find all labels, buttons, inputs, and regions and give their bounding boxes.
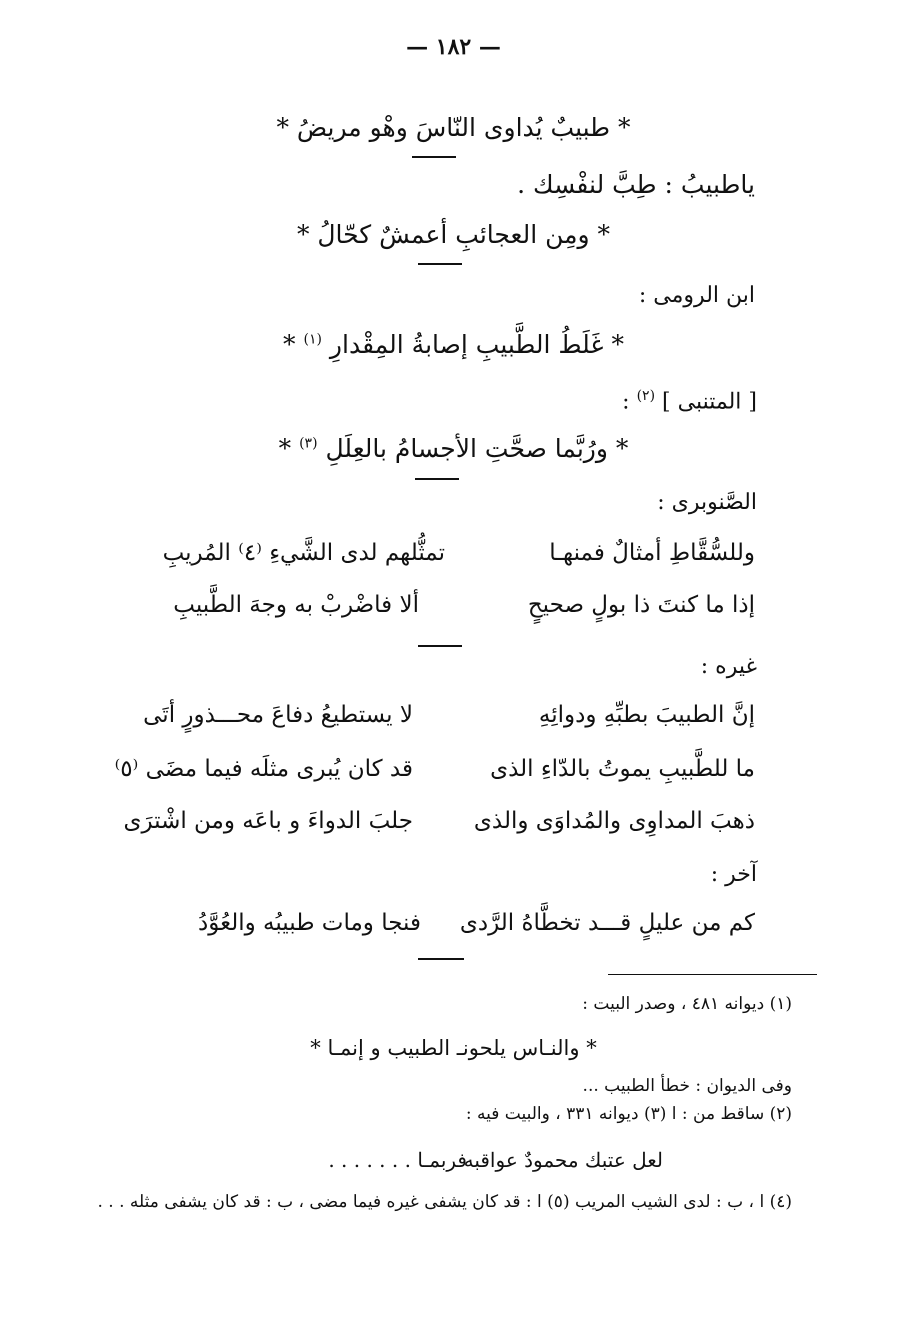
colon: : <box>622 389 630 415</box>
hemistich-star: * <box>283 330 296 359</box>
hemistich-star: * <box>278 434 292 463</box>
hemistich-text-4: * ورُبَّما صحَّتِ الأجسامُ بالعِلَلِ <box>325 434 629 463</box>
verse-5-first: ذهبَ المداوِى والمُداوَى والذى <box>473 808 755 834</box>
verse-2-second: ألا فاضْربْ به وجهَ الطَّبيبِ <box>173 592 419 618</box>
separator-rule-5 <box>418 958 464 960</box>
verse-6-second: فنجا ومات طبيبُه والعُوَّدُ <box>198 910 421 936</box>
footnote-1-verse: * والنـاس يلحونـ الطبيب و إنمـا * <box>310 1036 597 1060</box>
separator-rule-2 <box>418 263 462 265</box>
footnote-1: (١) ديوانه ٤٨١ ، وصدر البيت : <box>582 994 792 1014</box>
verse-1-first: وللسُّقَّاطِ أمثالٌ فمنهـا <box>549 540 755 566</box>
footnote-3-verse-first: لعل عتبك محمودٌ عواقبه <box>463 1148 663 1172</box>
separator-rule-3 <box>415 478 459 480</box>
hemistich-line-3 <box>0 330 907 360</box>
verse-3-second: لا يستطيعُ دفاعَ محـــذورٍ أتَى <box>143 702 413 728</box>
separator-rule-4 <box>418 645 462 647</box>
poet-ibn-rumi: ابن الرومى : <box>638 283 755 308</box>
footnote-2-3: (٢) ساقط من : ا (٣) ديوانه ٣٣١ ، والبيت فيه : <box>465 1104 792 1124</box>
footnote-1-note: وفى الديوان : خطأ الطبيب ... <box>582 1076 792 1096</box>
hemistich-text-3: * غَلَطُ الطَّبيبِ إصابةُ المِقْدارِ <box>329 330 624 359</box>
footnote-marker-1: (١) <box>303 331 322 348</box>
verse-3-first: إنَّ الطبيبَ بطبِّهِ ودوائِهِ <box>538 702 755 728</box>
verse-4-first: ما للطَّبيبِ يموتُ بالدّاءِ الذى <box>490 756 755 782</box>
proverb-line: ياطبيبُ : طِبَّ لنفْسِك . <box>517 170 755 199</box>
hemistich-line-4 <box>0 434 907 464</box>
verse-6-first: كم من عليلٍ قـــد تخطَّاهُ الرَّدى <box>459 910 755 936</box>
poet-mutanabbi-name: [ المتنبى ] <box>662 389 757 415</box>
page-number: — ١٨٢ — <box>406 34 501 60</box>
poet-mutanabbi <box>622 388 757 416</box>
verse-2-first: إذا ما كنتَ ذا بولٍ صحيحٍ <box>527 592 755 618</box>
verse-1-second: تمثُّلهم لدى الشَّيءِ ⁽٤⁾ المُريبِ <box>162 540 445 566</box>
verse-5-second: جلبَ الدواءَ و باعَه ومن اشْترَى <box>123 808 413 834</box>
poet-sanawbari: الصَّنوبرى : <box>657 490 757 515</box>
footnote-4-5: (٤) ا ، ب : لدى الشيب المريب (٥) ا : قد كان يشفى غيره فيما مضى ، ب : قد كان يشفى مثله . . . <box>97 1192 792 1212</box>
footnote-marker-2: (٢) <box>636 388 656 404</box>
poet-other-1: غيره : <box>700 654 757 679</box>
poet-other-2: آخر : <box>710 862 757 887</box>
verse-4-second: قد كان يُبرى مثلَه فيما مضَى ⁽٥⁾ <box>114 756 413 782</box>
separator-rule-1 <box>412 156 456 158</box>
hemistich-line-2: * ومِن العجائبِ أعمشٌ كحّالُ * <box>296 220 611 249</box>
hemistich-line-1: * طبيبٌ يُداوى النّاسَ وهْو مريضُ * <box>276 113 631 142</box>
footnote-3-verse-second: فربمـا . . . . . . . <box>328 1148 467 1172</box>
footnote-marker-3: (٣) <box>299 435 318 452</box>
footnote-divider <box>608 974 817 975</box>
